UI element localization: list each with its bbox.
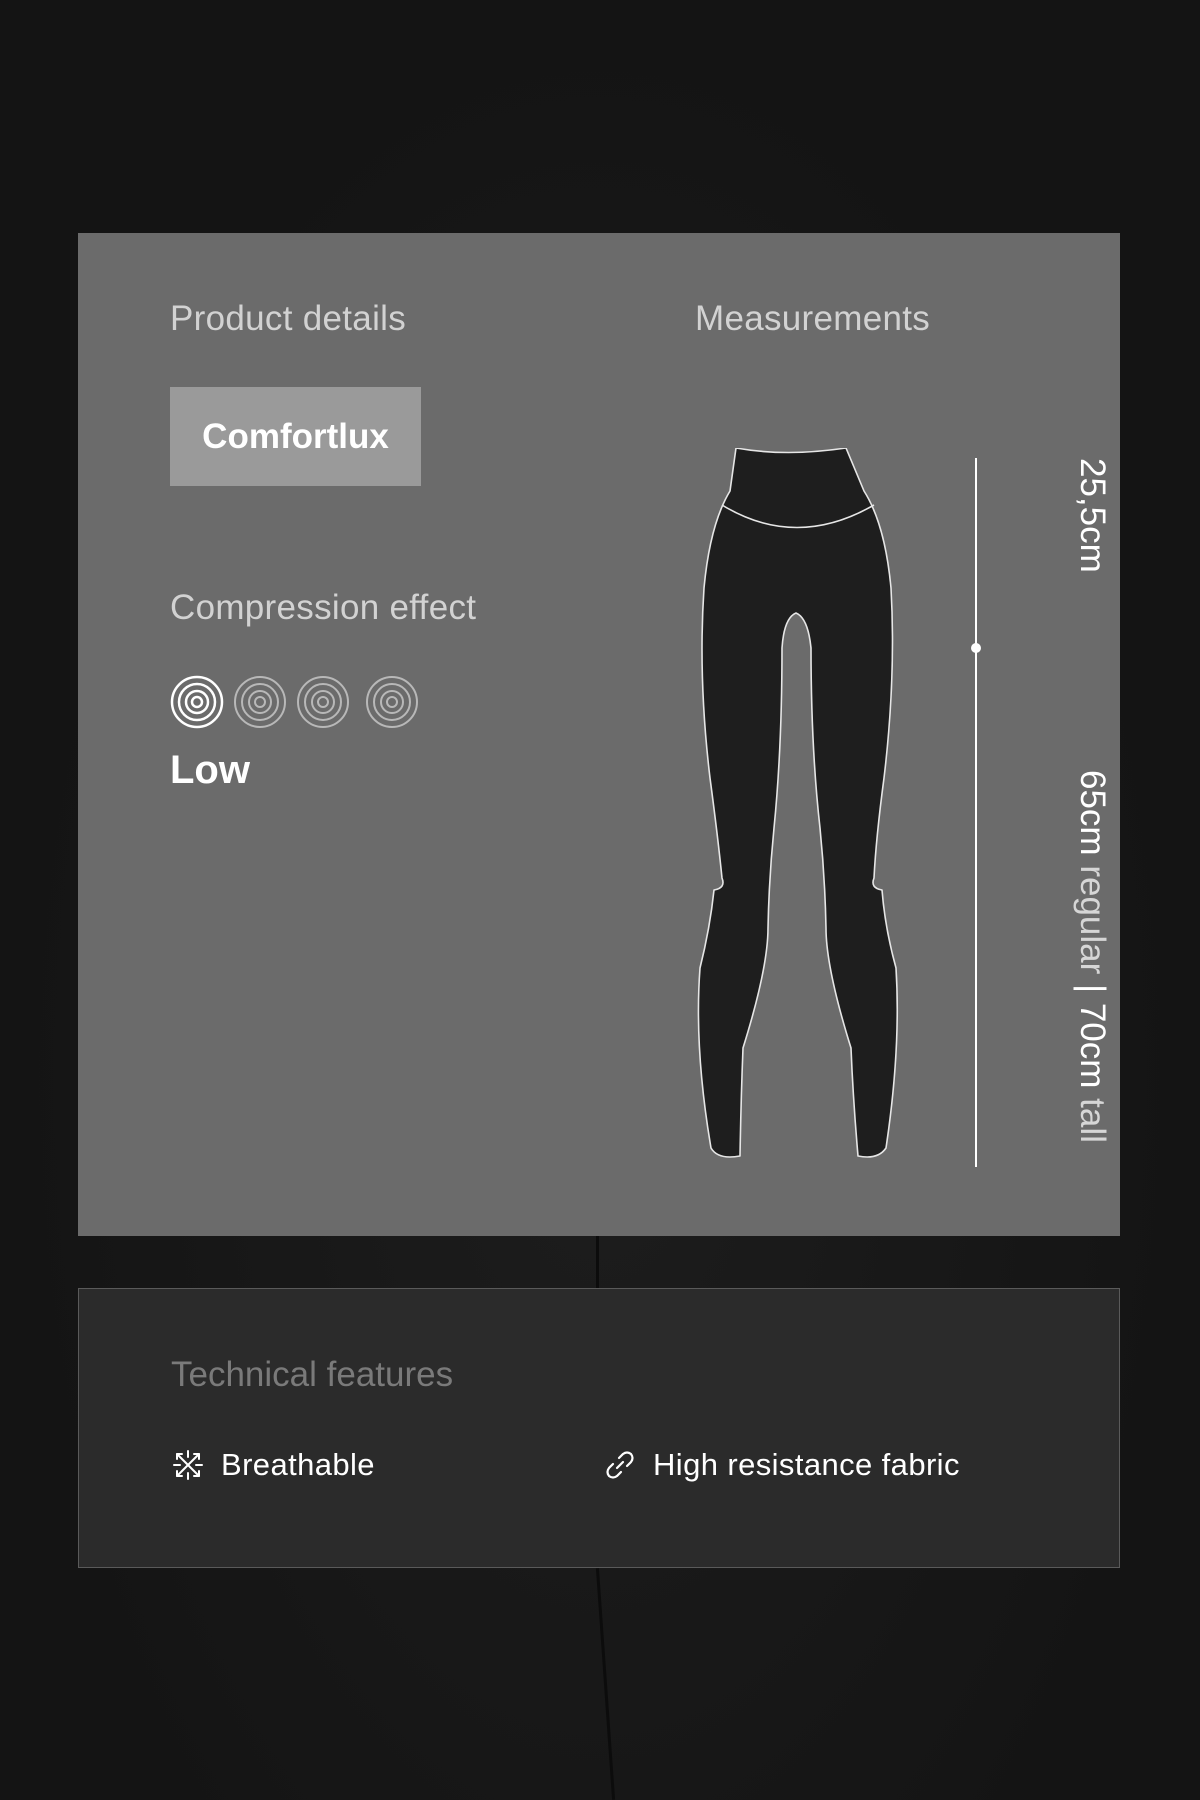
technical-features-title: Technical features bbox=[171, 1355, 454, 1394]
inseam-regular-label: regular bbox=[1073, 865, 1112, 975]
feature-breathable-label: Breathable bbox=[221, 1447, 375, 1482]
compression-ring-icon bbox=[233, 675, 287, 729]
compression-rating bbox=[170, 675, 430, 729]
product-details-panel bbox=[78, 233, 1120, 1236]
inseam-measurement bbox=[1072, 770, 1112, 1143]
measurements-title: Measurements bbox=[695, 299, 931, 338]
inseam-tall-label: tall bbox=[1073, 1098, 1112, 1143]
feature-breathable bbox=[171, 1447, 375, 1483]
compression-ring-icon bbox=[170, 675, 224, 729]
chain-link-icon bbox=[603, 1448, 637, 1482]
inseam-separator: | bbox=[1073, 984, 1112, 994]
measurement-line bbox=[975, 458, 977, 1167]
leggings-illustration bbox=[686, 448, 958, 1163]
feature-high-resistance-fabric bbox=[603, 1447, 960, 1483]
compression-ring-icon bbox=[296, 675, 350, 729]
background-seam bbox=[596, 1236, 599, 1288]
breathable-arrows-icon bbox=[171, 1448, 205, 1482]
measurement-marker bbox=[971, 643, 981, 653]
compression-ring-icon bbox=[365, 675, 419, 729]
product-details-title: Product details bbox=[170, 299, 407, 338]
compression-level: Low bbox=[170, 748, 250, 792]
background-seam bbox=[596, 1568, 615, 1800]
fabric-badge: Comfortlux bbox=[170, 387, 421, 486]
inseam-regular-value: 65cm bbox=[1073, 770, 1112, 856]
rise-measurement: 25,5cm bbox=[1073, 458, 1112, 573]
compression-effect-title: Compression effect bbox=[170, 588, 477, 627]
technical-features-panel bbox=[78, 1288, 1120, 1568]
inseam-tall-value: 70cm bbox=[1073, 1002, 1112, 1089]
feature-high-resistance-fabric-label: High resistance fabric bbox=[653, 1447, 960, 1482]
